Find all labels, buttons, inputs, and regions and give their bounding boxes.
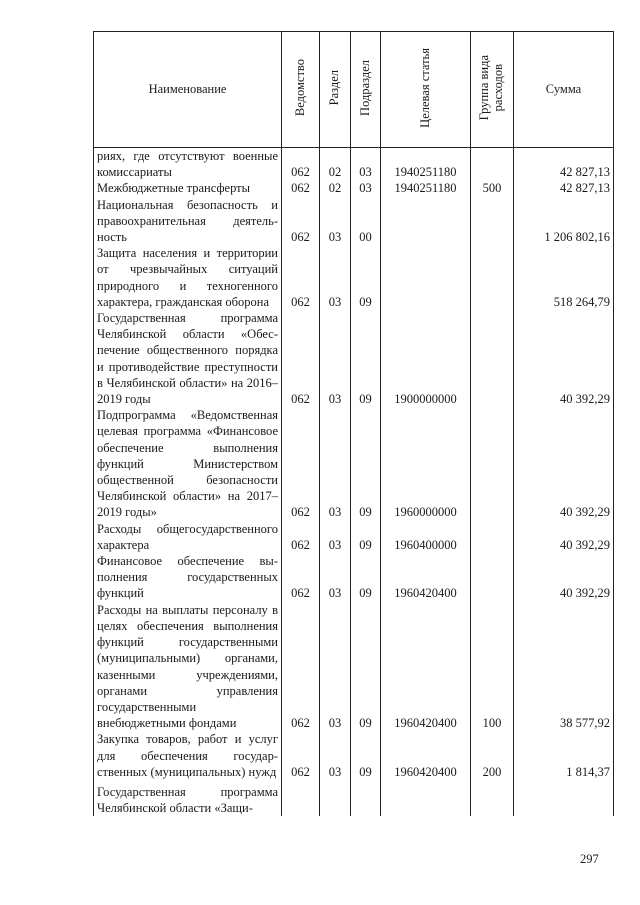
cell-group xyxy=(471,521,514,553)
cell-section: 03 xyxy=(320,521,351,553)
cell-dept: 062 xyxy=(282,521,320,553)
table-row xyxy=(94,310,614,407)
cell-section: 03 xyxy=(320,602,351,732)
cell-target xyxy=(381,245,471,310)
header-expense-group: Группа вида расходов xyxy=(471,32,514,148)
cell-subsection: 00 xyxy=(351,197,381,246)
cell-section: 03 xyxy=(320,407,351,520)
cell-subsection: 09 xyxy=(351,553,381,602)
cell-subsection: 09 xyxy=(351,602,381,732)
table-row xyxy=(94,553,614,602)
cell-group xyxy=(471,245,514,310)
cell-subsection: 09 xyxy=(351,310,381,407)
cell-name: риях, где отсутствуют военные комиссариаты xyxy=(94,148,282,181)
cell-section: 03 xyxy=(320,197,351,246)
cell-name: Расходы на выплаты персоналу в целях обеспечения выполнения функций государственными (муниципальными) органами, казенными учреждениями, органами управления государственными внебюджетными фондами xyxy=(94,602,282,732)
cell-sum: 42 827,13 xyxy=(514,148,614,181)
cell-dept: 062 xyxy=(282,245,320,310)
table-row xyxy=(94,180,614,196)
cell-group xyxy=(471,780,514,816)
cell-dept: 062 xyxy=(282,602,320,732)
cell-subsection: 09 xyxy=(351,731,381,780)
cell-group: 500 xyxy=(471,180,514,196)
cell-section: 03 xyxy=(320,245,351,310)
table-header-row xyxy=(94,32,614,148)
cell-section: 03 xyxy=(320,553,351,602)
cell-section: 02 xyxy=(320,180,351,196)
cell-name: Межбюджетные трансферты xyxy=(94,180,282,196)
table-row xyxy=(94,197,614,246)
cell-group xyxy=(471,197,514,246)
cell-section: 03 xyxy=(320,731,351,780)
cell-name: Подпрограмма «Ведомственная целевая программа «Финансовое обеспечение выполнения функций Министерством общественной безопасности Челябинской области» на 2017–2019 годы» xyxy=(94,407,282,520)
header-target: Целевая статья xyxy=(381,32,471,148)
cell-section: 03 xyxy=(320,310,351,407)
cell-group xyxy=(471,407,514,520)
cell-target xyxy=(381,780,471,816)
table-row xyxy=(94,780,614,816)
header-sum: Сумма xyxy=(514,32,614,148)
cell-section xyxy=(320,780,351,816)
table-row xyxy=(94,521,614,553)
cell-name: Расходы общегосударственного характера xyxy=(94,521,282,553)
header-dept: Ведомство xyxy=(282,32,320,148)
cell-sum: 40 392,29 xyxy=(514,553,614,602)
cell-dept: 062 xyxy=(282,197,320,246)
cell-subsection xyxy=(351,780,381,816)
cell-dept: 062 xyxy=(282,407,320,520)
table-row xyxy=(94,602,614,732)
page-number: 297 xyxy=(580,852,599,866)
cell-sum: 1 814,37 xyxy=(514,731,614,780)
cell-sum xyxy=(514,780,614,816)
cell-subsection: 03 xyxy=(351,180,381,196)
table-row xyxy=(94,407,614,520)
cell-name: Государственная программа Челябинской области «Обеспечение общественного порядка и противодействие преступности в Челябинской области» на 2016–2019 годы xyxy=(94,310,282,407)
cell-dept: 062 xyxy=(282,310,320,407)
cell-target: 1960420400 xyxy=(381,553,471,602)
cell-target: 1900000000 xyxy=(381,310,471,407)
cell-group: 100 xyxy=(471,602,514,732)
table-row xyxy=(94,731,614,780)
cell-target: 1940251180 xyxy=(381,180,471,196)
header-section: Раздел xyxy=(320,32,351,148)
header-subsection: Подраздел xyxy=(351,32,381,148)
cell-target: 1940251180 xyxy=(381,148,471,181)
cell-dept: 062 xyxy=(282,148,320,181)
table-row xyxy=(94,148,614,181)
cell-subsection: 09 xyxy=(351,245,381,310)
cell-dept: 062 xyxy=(282,731,320,780)
cell-dept: 062 xyxy=(282,553,320,602)
cell-sum: 1 206 802,16 xyxy=(514,197,614,246)
table-row xyxy=(94,245,614,310)
header-name: Наименование xyxy=(94,32,282,148)
cell-name: Национальная безопасность и правоохранительная деятельность xyxy=(94,197,282,246)
cell-subsection: 03 xyxy=(351,148,381,181)
cell-sum: 38 577,92 xyxy=(514,602,614,732)
cell-sum: 42 827,13 xyxy=(514,180,614,196)
cell-dept: 062 xyxy=(282,180,320,196)
cell-sum: 40 392,29 xyxy=(514,407,614,520)
cell-name: Защита населения и территории от чрезвычайных ситуаций природного и техногенного характера, гражданская оборона xyxy=(94,245,282,310)
cell-subsection: 09 xyxy=(351,407,381,520)
cell-name: Закупка товаров, работ и услуг для обеспечения государственных (муниципальных) нужд xyxy=(94,731,282,780)
cell-sum: 518 264,79 xyxy=(514,245,614,310)
cell-target: 1960420400 xyxy=(381,602,471,732)
cell-name: Финансовое обеспечение выполнения государственных функций xyxy=(94,553,282,602)
cell-group xyxy=(471,148,514,181)
table-body xyxy=(94,148,614,816)
cell-target: 1960420400 xyxy=(381,731,471,780)
cell-group xyxy=(471,310,514,407)
cell-subsection: 09 xyxy=(351,521,381,553)
cell-sum: 40 392,29 xyxy=(514,310,614,407)
cell-group xyxy=(471,553,514,602)
cell-section: 02 xyxy=(320,148,351,181)
cell-target xyxy=(381,197,471,246)
cell-dept xyxy=(282,780,320,816)
cell-sum: 40 392,29 xyxy=(514,521,614,553)
cell-target: 1960000000 xyxy=(381,407,471,520)
cell-target: 1960400000 xyxy=(381,521,471,553)
budget-table xyxy=(93,31,614,816)
cell-name: Государственная программа Челябинской области «Защи- xyxy=(94,780,282,816)
cell-group: 200 xyxy=(471,731,514,780)
